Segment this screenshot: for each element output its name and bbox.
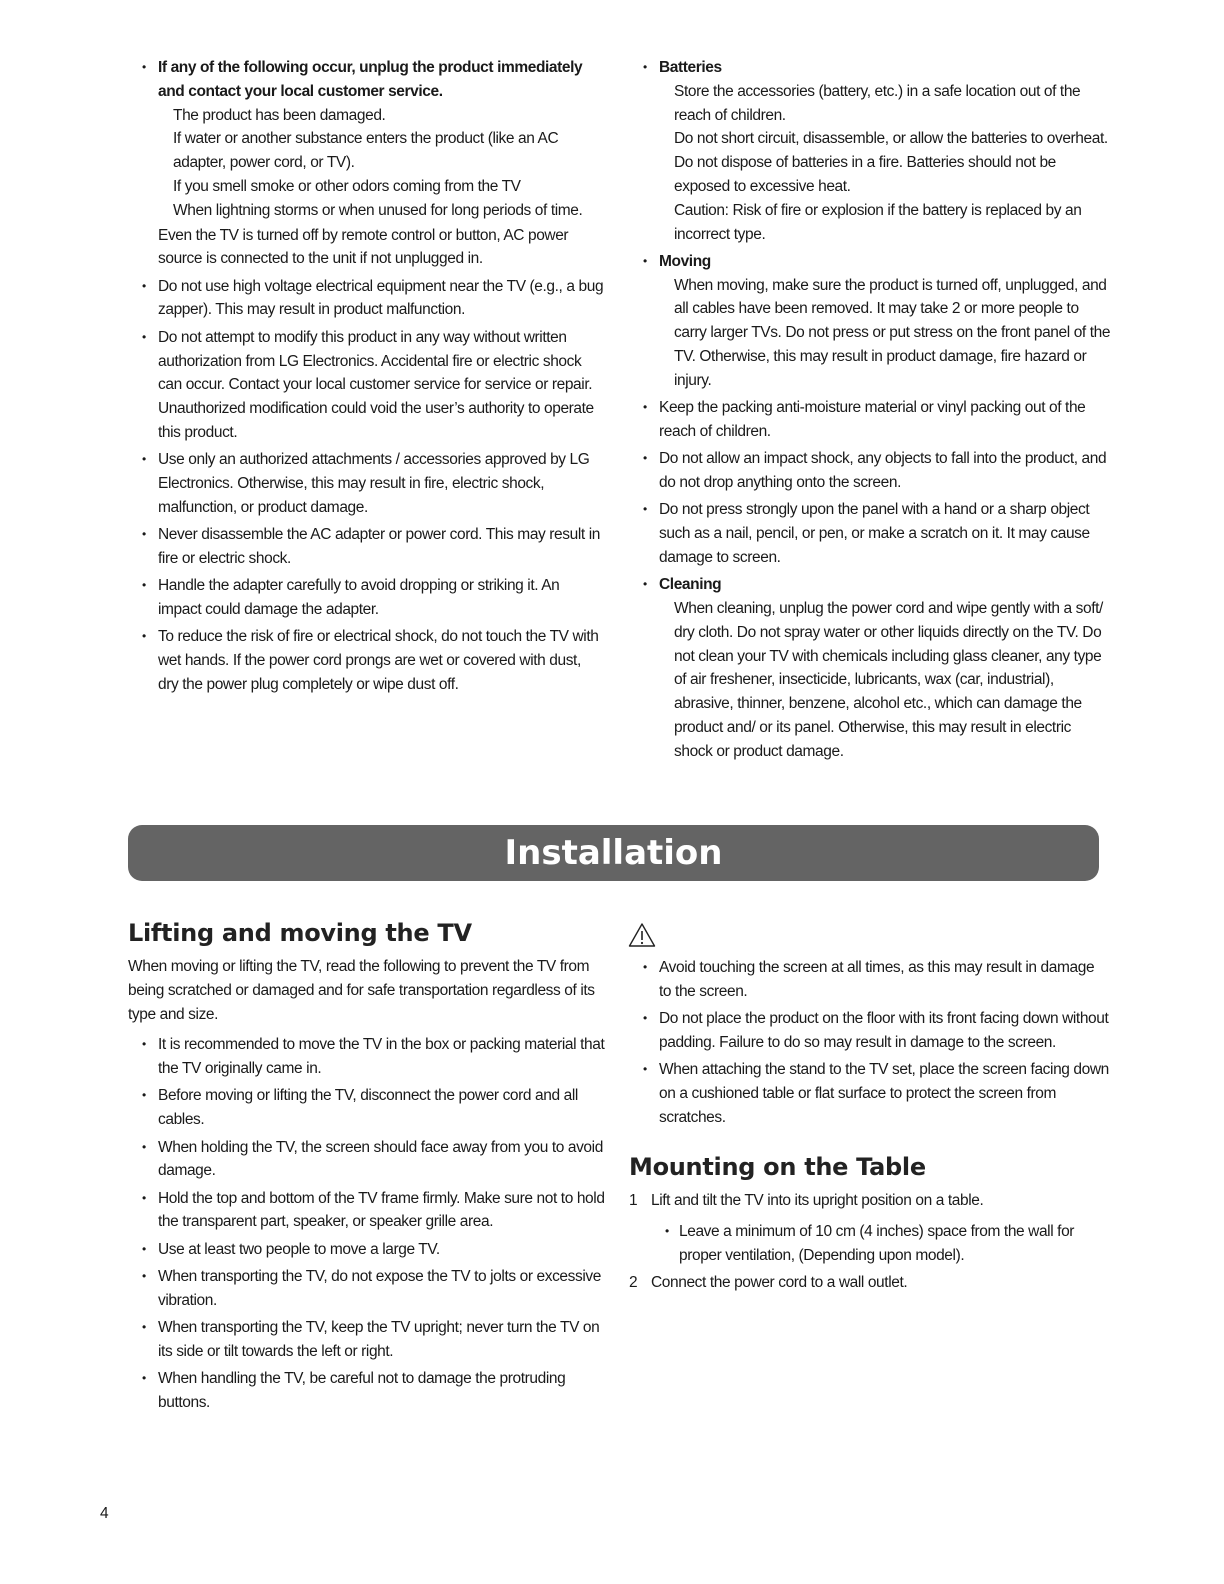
batteries-line: Do not short circuit, disassemble, or allow the batteries to overheat. Do not dispose of batteries in a fire. Batteries should not be exposed to excessive heat. [674, 130, 1108, 195]
step-sub-list [663, 1220, 1109, 1268]
warning-triangle-icon [628, 922, 656, 948]
safety-left-column [140, 56, 605, 700]
unplug-conditions [158, 104, 605, 223]
list-item: • Do not place the product on the floor with its front facing down without padding. Failure to do so may result in damage to the screen. [641, 1007, 1109, 1055]
batteries-line: Caution: Risk of fire or explosion if the battery is replaced by an incorrect type. [674, 201, 1082, 243]
mounting-title: Mounting on the Table [629, 1152, 926, 1181]
cleaning-text: When cleaning, unplug the power cord and wipe gently with a soft/ dry cloth. Do not spray water or other liquids directly on the TV. Do not clean your TV with chemicals including glass cleaner, any type of air freshener, insecticide, lubricants, wax (car, industrial), abrasive, thinner, benzene, alcohol etc., which can damage the product and/ or its panel. Otherwise, this may result in electric shock or product damage. [674, 600, 1103, 760]
list-item: • When transporting the TV, do not expose the TV to jolts or excessive vibration. [140, 1265, 608, 1313]
unplug-condition: If you smell smoke or other odors coming from the TV [173, 177, 521, 195]
step-number: 1 [629, 1191, 638, 1209]
lifting-title: Lifting and moving the TV [128, 919, 472, 947]
cleaning-heading: • Cleaning [659, 576, 722, 594]
list-item: • Do not attempt to modify this product in any way without written authorization from LG Electronics. Accidental fire or electric shock can occur. Contact your local customer service for service or repair. Unauthorized modification could void the user’s authority to operate this product. [140, 326, 605, 445]
list-item: • When attaching the stand to the TV set, place the screen facing down on a cushioned table or flat surface to protect the screen from scratches. [641, 1058, 1109, 1129]
list-item: • Handle the adapter carefully to avoid dropping or striking it. An impact could damage the adapter. [140, 574, 605, 622]
list-item: • Do not use high voltage electrical equipment near the TV (e.g., a bug zapper). This may result in product malfunction. [140, 275, 605, 323]
lifting-intro: When moving or lifting the TV, read the following to prevent the TV from being scratched or damaged and for safe transportation regardless of its type and size. [128, 958, 595, 1023]
batteries-item [641, 56, 1111, 246]
batteries-text [659, 80, 1111, 247]
page-number: 4 [100, 1505, 109, 1522]
list-item: • Before moving or lifting the TV, disconnect the power cord and all cables. [140, 1084, 608, 1132]
cleaning-item [641, 573, 1111, 763]
list-item: • Do not allow an impact shock, any objects to fall into the product, and do not drop anything onto the screen. [641, 447, 1111, 495]
list-item: • Use at least two people to move a large TV. [140, 1238, 608, 1262]
caution-list [641, 956, 1109, 1130]
step-text: Connect the power cord to a wall outlet. [651, 1274, 908, 1292]
list-item: • It is recommended to move the TV in the box or packing material that the TV originally came in. [140, 1033, 608, 1081]
list-item: • When handling the TV, be careful not to damage the protruding buttons. [140, 1367, 608, 1415]
unplug-heading: • If any of the following occur, unplug the product immediately and contact your local customer service. [158, 59, 583, 100]
step-item [629, 1271, 1109, 1295]
moving-item [641, 250, 1111, 393]
list-item: • Avoid touching the screen at all times, as this may result in damage to the screen. [641, 956, 1109, 1004]
banner-title: Installation [504, 833, 723, 873]
unplug-condition: When lightning storms or when unused for long periods of time. [173, 201, 583, 219]
safety-right-list [641, 56, 1111, 764]
lifting-section [128, 918, 608, 1418]
moving-text: When moving, make sure the product is turned off, unplugged, and all cables have been removed. It may take 2 or more people to carry larger TVs. Do not press or put stress on the front panel of the TV. Otherwise, this may result in product damage, fire hazard or injury. [674, 276, 1111, 389]
mounting-section [629, 1152, 1109, 1296]
list-item: • Keep the packing anti-moisture material or vinyl packing out of the reach of children. [641, 396, 1111, 444]
mounting-steps [629, 1189, 1109, 1296]
step-item [629, 1189, 1109, 1268]
installation-banner [128, 825, 1099, 881]
list-item: • Leave a minimum of 10 cm (4 inches) space from the wall for proper ventilation, (Depending upon model). [663, 1220, 1109, 1268]
safety-right-column [641, 56, 1111, 767]
moving-heading: • Moving [659, 252, 711, 270]
list-item: • Use only an authorized attachments / accessories approved by LG Electronics. Otherwise, this may result in fire, electric shock, malfunction, or product damage. [140, 448, 605, 519]
list-item: • Do not press strongly upon the panel with a hand or a sharp object such as a nail, pencil, or pen, or make a scratch on it. It may cause damage to screen. [641, 498, 1111, 569]
list-item: • Hold the top and bottom of the TV frame firmly. Make sure not to hold the transparent part, speaker, or speaker grille area. [140, 1187, 608, 1235]
list-item: • Never disassemble the AC adapter or power cord. This may result in fire or electric shock. [140, 523, 605, 571]
unplug-item [140, 56, 605, 271]
caution-section [629, 922, 1109, 1299]
unplug-condition: If water or another substance enters the product (like an AC adapter, power cord, or TV). [173, 130, 559, 172]
safety-left-list [140, 56, 605, 697]
step-number: 2 [629, 1274, 638, 1292]
unplug-condition: The product has been damaged. [173, 106, 386, 124]
list-item: • When transporting the TV, keep the TV upright; never turn the TV on its side or tilt towards the left or right. [140, 1316, 608, 1364]
list-item: • To reduce the risk of fire or electrical shock, do not touch the TV with wet hands. If the power cord prongs are wet or covered with dust, dry the power plug completely or wipe dust off. [140, 625, 605, 696]
lifting-list [140, 1033, 608, 1414]
list-item: • When holding the TV, the screen should face away from you to avoid damage. [140, 1136, 608, 1184]
unplug-note: Even the TV is turned off by remote control or button, AC power source is connected to the unit if not unplugged in. [158, 226, 569, 268]
batteries-line: Store the accessories (battery, etc.) in a safe location out of the reach of children. [674, 82, 1081, 124]
step-text: Lift and tilt the TV into its upright position on a table. [651, 1191, 984, 1209]
batteries-heading: • Batteries [659, 59, 722, 76]
